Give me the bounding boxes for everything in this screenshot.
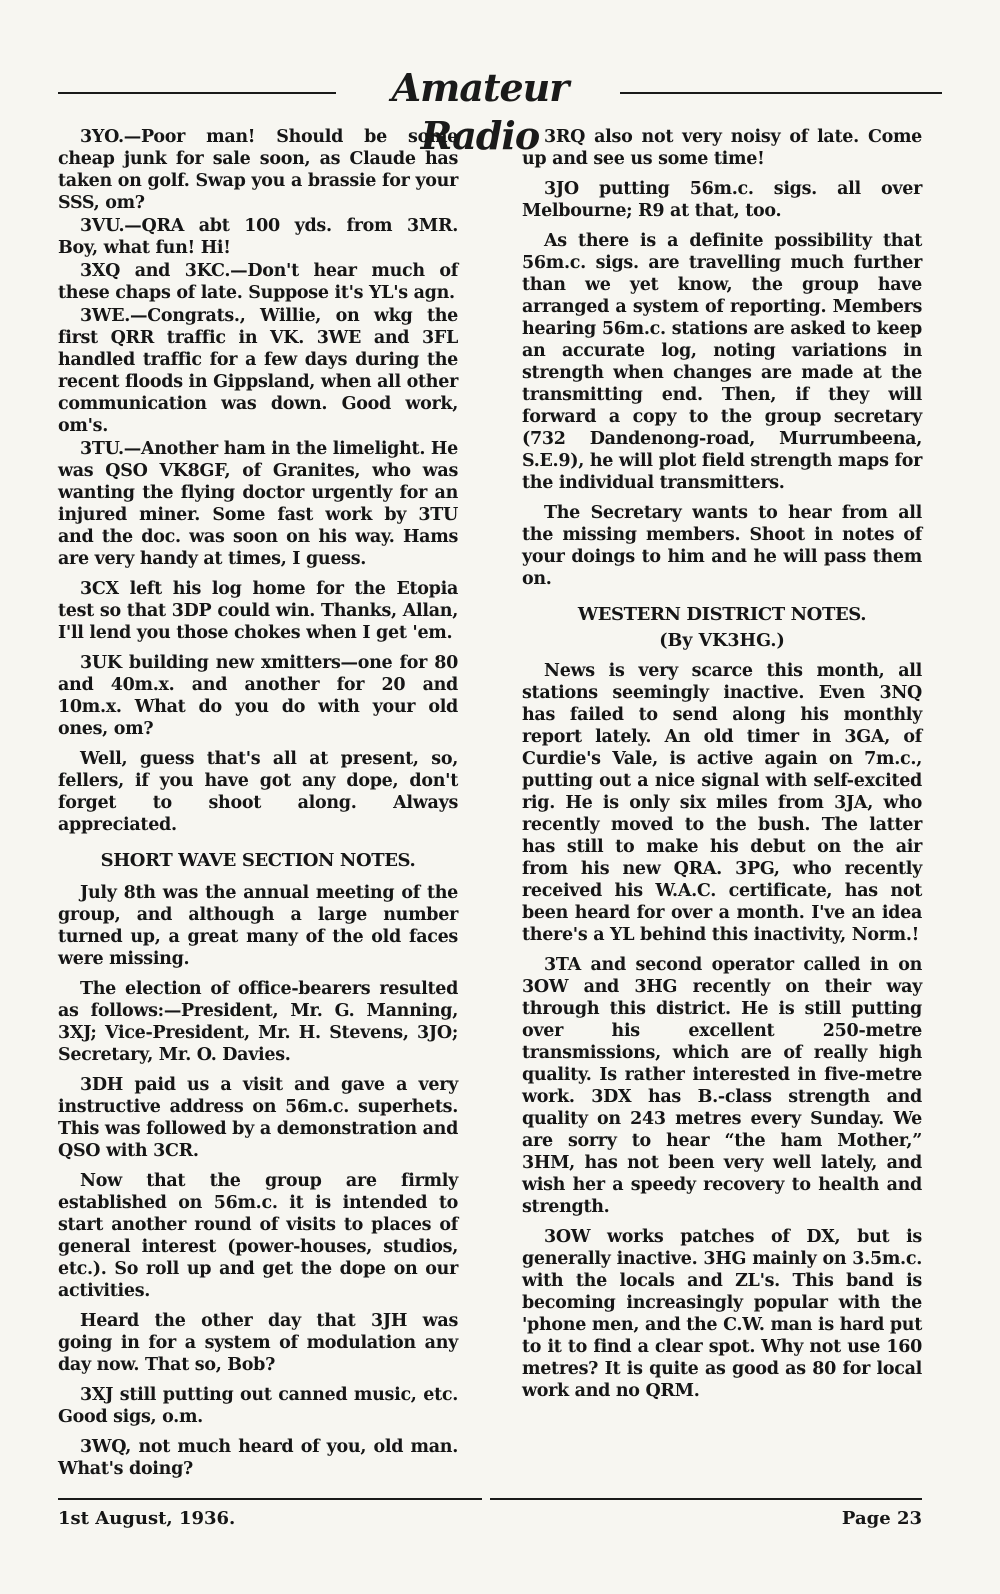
paragraph: Heard the other day that 3JH was going in for a system of modulation any day now. That so, Bob? <box>58 1311 458 1375</box>
right-column <box>522 126 922 1410</box>
paragraph: 3OW works patches of DX, but is generally inactive. 3HG mainly on 3.5m.c. with the locals and ZL's. This band is becoming increasingly popular with the 'phone men, and the C.W. man is hard put to it to find a clear spot. Why not use 160 metres? It is quite as good as 80 for local work and no QRM. <box>522 1227 922 1401</box>
paragraph: Now that the group are firmly established on 56m.c. it is intended to start another round of visits to places of general interest (power-houses, studios, etc.). So roll up and get the dope on our activities. <box>58 1171 458 1301</box>
section-byline: (By VK3HG.) <box>659 631 785 651</box>
paragraph: 3YO.—Poor man! Should be some cheap junk for sale soon, as Claude has taken on golf. Swap you a brassie for your SSS, om? <box>58 127 458 213</box>
footer-rule-left <box>58 1498 482 1500</box>
paragraph: Well, guess that's all at present, so, fellers, if you have got any dope, don't forget to shoot along. Always appreciated. <box>58 749 458 835</box>
footer-rule-right <box>490 1498 922 1500</box>
left-column <box>58 126 458 1488</box>
paragraph: 3TU.—Another ham in the limelight. He was QSO VK8GF, of Granites, who was wanting the flying doctor urgently for an injured miner. Some fast work by 3TU and the doc. was soon on his way. Hams are very handy at times, I guess. <box>58 439 458 569</box>
paragraph: 3XJ still putting out canned music, etc. Good sigs, o.m. <box>58 1385 458 1427</box>
paragraph: July 8th was the annual meeting of the group, and although a large number turned up, a great many of the old faces were missing. <box>58 883 458 969</box>
section-heading: WESTERN DISTRICT NOTES. <box>577 604 867 625</box>
paragraph: 3JO putting 56m.c. sigs. all over Melbourne; R9 at that, too. <box>522 179 922 221</box>
paragraph: 3XQ and 3KC.—Don't hear much of these chaps of late. Suppose it's YL's agn. <box>58 261 458 303</box>
paragraph: 3RQ also not very noisy of late. Come up and see us some time! <box>522 127 922 169</box>
masthead-rule-left <box>58 92 336 94</box>
footer-page-number: Page 23 <box>841 1508 922 1529</box>
masthead-rule-right <box>620 92 942 94</box>
paragraph: The Secretary wants to hear from all the missing members. Shoot in notes of your doings to him and he will pass them on. <box>522 503 922 589</box>
paragraph: 3WE.—Congrats., Willie, on wkg the first QRR traffic in VK. 3WE and 3FL handled traffic for a few days during the recent floods in Gippsland, when all other communication was down. Good work, om's. <box>58 306 458 436</box>
paragraph: 3WQ, not much heard of you, old man. What's doing? <box>58 1437 458 1479</box>
paragraph: 3CX left his log home for the Etopia test so that 3DP could win. Thanks, Allan, I'll lend you those chokes when I get 'em. <box>58 579 458 643</box>
footer-date: 1st August, 1936. <box>58 1508 236 1529</box>
paragraph: The election of office-bearers resulted as follows:—President, Mr. G. Manning, 3XJ; Vice-President, Mr. H. Stevens, 3JO; Secretary, Mr. O. Davies. <box>58 979 458 1065</box>
paragraph: News is very scarce this month, all stations seemingly inactive. Even 3NQ has failed to send along his monthly report lately. An old timer in 3GA, of Curdie's Vale, is active again on 7m.c., putting out a nice signal with self-excited rig. He is only six miles from 3JA, who recently moved to the bush. The latter has still to make his debut on the air from his new QRA. 3PG, who recently received his W.A.C. certificate, has not been heard for over a month. I've an idea there's a YL behind this inactivity, Norm.! <box>522 661 922 945</box>
paragraph: As there is a definite possibility that 56m.c. sigs. are travelling much further than we yet know, the group have arranged a system of reporting. Members hearing 56m.c. stations are asked to keep an accurate log, noting variations in strength when changes are made at the transmitting end. Then, if they will forward a copy to the group secretary (732 Dandenong-road, Murrumbeena, S.E.9), he will plot field strength maps for the individual transmitters. <box>522 231 922 493</box>
page-footer <box>58 1490 922 1550</box>
section-heading: SHORT WAVE SECTION NOTES. <box>100 850 416 871</box>
paragraph: 3DH paid us a visit and gave a very instructive address on 56m.c. superhets. This was followed by a demonstration and QSO with 3CR. <box>58 1075 458 1161</box>
masthead-title: Amateur Radio <box>391 65 569 158</box>
paragraph: 3TA and second operator called in on 3OW and 3HG recently on their way through this district. He is still putting over his excellent 250-metre transmissions, which are of really high quality. Is rather interested in five-metre work. 3DX has B.-class strength and quality on 243 metres every Sunday. We are sorry to hear “the ham Mother,” 3HM, has not been very well lately, and wish her a speedy recovery to health and strength. <box>522 955 922 1217</box>
paragraph: 3VU.—QRA abt 100 yds. from 3MR. Boy, what fun! Hi! <box>58 216 458 258</box>
paragraph: 3UK building new xmitters—one for 80 and 40m.x. and another for 20 and 10m.x. What do you do with your old ones, om? <box>58 653 458 739</box>
